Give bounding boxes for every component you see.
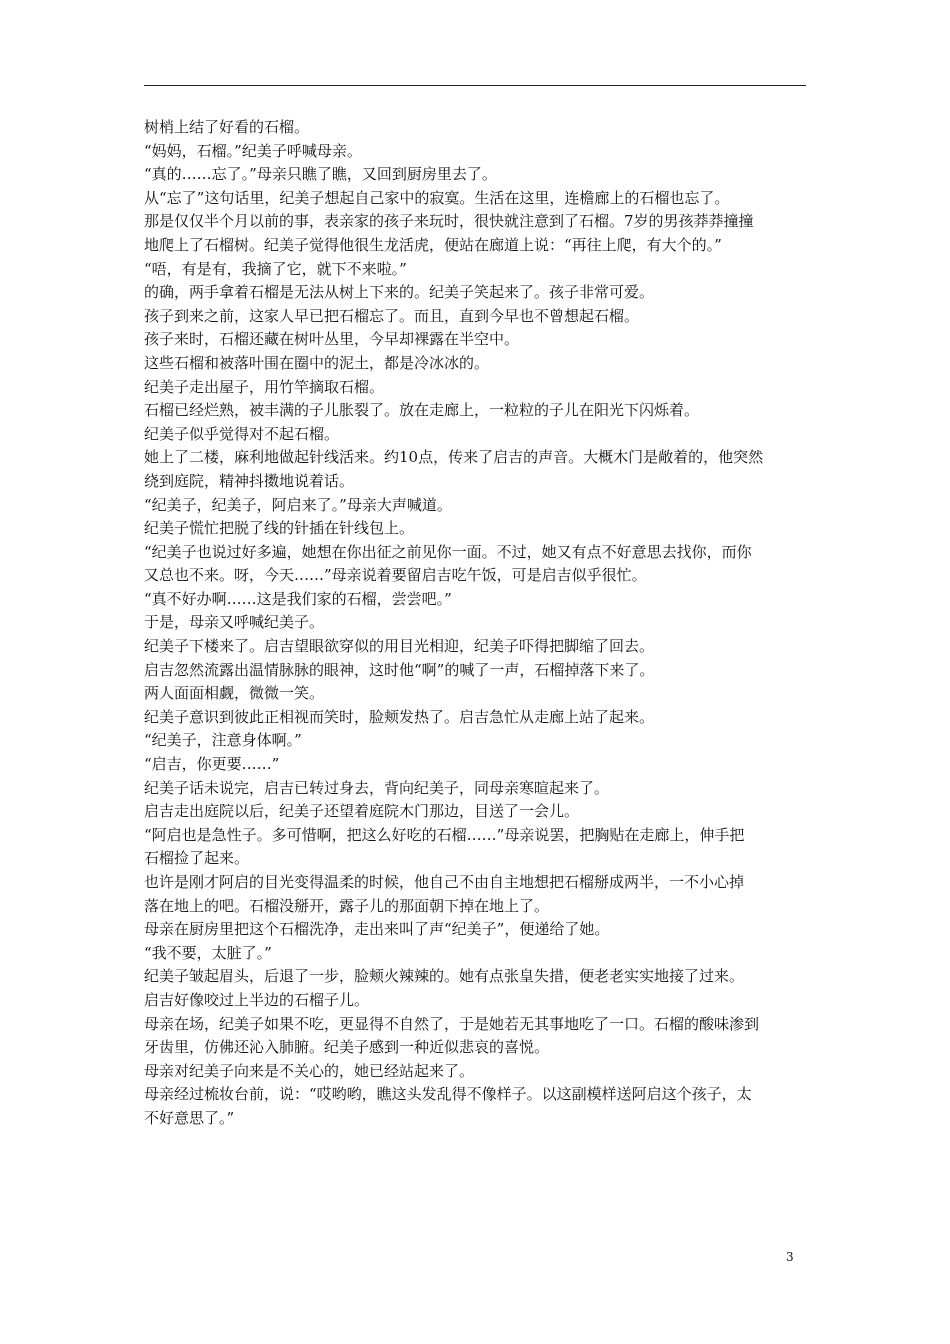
text-line: “纪美子也说过好多遍，她想在你出征之前见你一面。不过，她又有点不好意思去找你，而你 — [144, 542, 752, 561]
text-line: 从“忘了”这句话里，纪美子想起自己家中的寂寞。生活在这里，连檐廊上的石榴也忘了。 — [144, 188, 730, 207]
text-line: 启吉好像咬过上半边的石榴子儿。 — [144, 990, 370, 1009]
text-line: 纪美子话未说完，启吉已转过身去，背向纪美子，同母亲寒暄起来了。 — [144, 778, 610, 797]
text-line: 石榴已经烂熟，被丰满的子儿胀裂了。放在走廊上，一粒粒的子儿在阳光下闪烁着。 — [144, 401, 700, 420]
text-line: 启吉忽然流露出温情脉脉的眼神，这时他“啊”的喊了一声，石榴掉落下来了。 — [144, 660, 655, 679]
text-line: 牙齿里，仿佛还沁入肺腑。纪美子感到一种近似悲哀的喜悦。 — [144, 1038, 550, 1057]
text-line: “妈妈，石榴。”纪美子呼喊母亲。 — [144, 141, 362, 160]
text-line: 纪美子慌忙把脱了线的针插在针线包上。 — [144, 519, 415, 538]
text-line: 纪美子似乎觉得对不起石榴。 — [144, 424, 340, 443]
text-line: “启吉，你更要……” — [144, 755, 280, 774]
text-line: 落在地上的吧。石榴没掰开，露子儿的那面朝下掉在地上了。 — [144, 896, 550, 915]
text-line: 石榴捡了起来。 — [144, 849, 250, 868]
text-line: “阿启也是急性子。多可惜啊，把这么好吃的石榴……”母亲说罢，把胸贴在走廊上，伸手把 — [144, 825, 745, 844]
text-line: 孩子来时，石榴还藏在树叶丛里，今早却裸露在半空中。 — [144, 330, 520, 349]
text-line: 的确，两手拿着石榴是无法从树上下来的。纪美子笑起来了。孩子非常可爱。 — [144, 283, 655, 302]
text-line: 不好意思了。” — [144, 1108, 235, 1127]
text-line: 于是，母亲又呼喊纪美子。 — [144, 613, 325, 632]
text-line: 母亲在厨房里把这个石榴洗净，走出来叫了声“纪美子”，便递给了她。 — [144, 920, 610, 939]
text-line: 又总也不来。呀，今天……”母亲说着要留启吉吃午饭，可是启吉似乎很忙。 — [144, 566, 647, 585]
text-line: 这些石榴和被落叶围在圈中的泥土，都是冷冰冰的。 — [144, 353, 490, 372]
text-line: 绕到庭院，精神抖擞地说着话。 — [144, 471, 355, 490]
text-line: “真的……忘了。”母亲只瞧了瞧，又回到厨房里去了。 — [144, 165, 497, 184]
header-rule — [144, 85, 806, 86]
page-number: 3 — [786, 1250, 794, 1264]
text-line: 纪美子下楼来了。启吉望眼欲穿似的用目光相迎，纪美子吓得把脚缩了回去。 — [144, 637, 655, 656]
text-line: 母亲经过梳妆台前，说：“哎哟哟，瞧这头发乱得不像样子。以这副模样送阿启这个孩子，太 — [144, 1085, 752, 1104]
text-line: 母亲对纪美子向来是不关心的，她已经站起来了。 — [144, 1061, 475, 1080]
text-line: 启吉走出庭院以后，纪美子还望着庭院木门那边，目送了一会儿。 — [144, 802, 580, 821]
text-line: “唔，有是有，我摘了它，就下不来啦。” — [144, 259, 407, 278]
text-line: 纪美子皱起眉头，后退了一步，脸颊火辣辣的。她有点张皇失措，便老老实实地接了过来。 — [144, 967, 745, 986]
text-line: “真不好办啊……这是我们家的石榴，尝尝吧。” — [144, 589, 452, 608]
text-line: 那是仅仅半个月以前的事，表亲家的孩子来玩时，很快就注意到了石榴。7岁的男孩莽莽撞撞 — [144, 212, 754, 231]
text-line: “我不要，太脏了。” — [144, 943, 272, 962]
text-line: 纪美子走出屋子，用竹竿摘取石榴。 — [144, 377, 385, 396]
text-line: 地爬上了石榴树。纪美子觉得他很生龙活虎，便站在廊道上说：“再往上爬，有大个的。” — [144, 235, 722, 254]
text-line: “纪美子，注意身体啊。” — [144, 731, 302, 750]
text-line: “纪美子，纪美子，阿启来了。”母亲大声喊道。 — [144, 495, 452, 514]
text-line: 树梢上结了好看的石榴。 — [144, 118, 310, 136]
text-line: 也许是刚才阿启的目光变得温柔的时候，他自己不由自主地想把石榴掰成两半，一不小心掉 — [144, 873, 745, 891]
text-line: 两人面面相觑，微微一笑。 — [144, 684, 325, 703]
text-line: 母亲在场，纪美子如果不吃，更显得不自然了，于是她若无其事地吃了一口。石榴的酸味渗到 — [144, 1014, 760, 1033]
body-text — [144, 116, 816, 1131]
text-line: 她上了二楼，麻利地做起针线活来。约10点，传来了启吉的声音。大概木门是敞着的，他突然 — [144, 448, 764, 467]
text-line: 纪美子意识到彼此正相视而笑时，脸颊发热了。启吉急忙从走廊上站了起来。 — [144, 707, 655, 726]
text-line: 孩子到来之前，这家人早已把石榴忘了。而且，直到今早也不曾想起石榴。 — [144, 306, 640, 325]
